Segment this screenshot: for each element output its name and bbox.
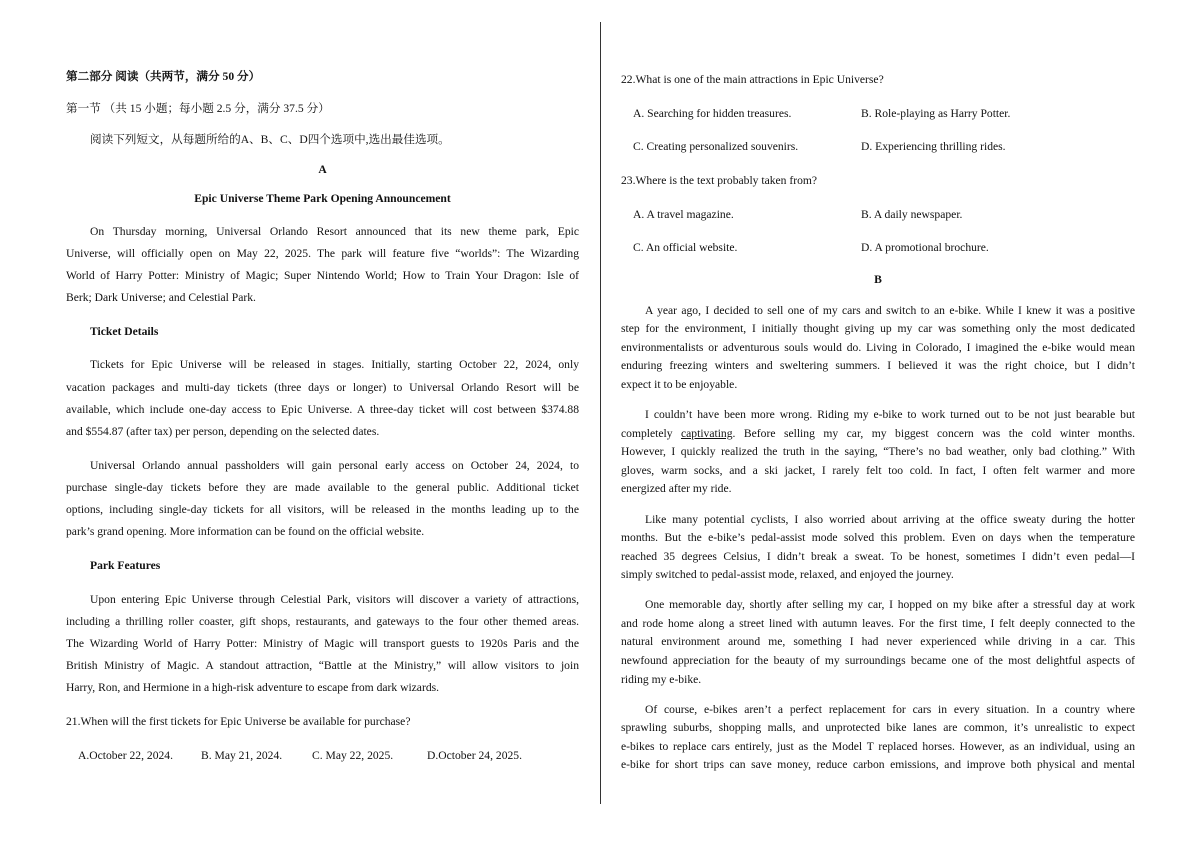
text-line: Harry, Ron, and Hermione in a high-risk adventure to escape from dark wizards. xyxy=(66,681,440,694)
text-line: Of course, e-bikes aren’t a perfect replacement for cars in every situation. In a country where xyxy=(645,703,1135,716)
instruction: 阅读下列短文，从每题所给的A、B、C、D四个选项中,选出最佳选项。 xyxy=(90,133,450,146)
text-line: Universe, will officially open on May 22, 2025. The park will feature five “worlds”: The Wizarding xyxy=(66,247,579,260)
text-line: Berk; Dark Universe; and Celestial Park. xyxy=(66,291,256,304)
text-line: newfound appreciation for the beauty of my surroundings became one of the most delightful aspects of xyxy=(621,654,1135,667)
part-title: 第二部分 阅读（共两节，满分 50 分） xyxy=(66,70,261,83)
text-line: A year ago, I decided to sell one of my cars and switch to an e-bike. While I knew it was a positive xyxy=(645,304,1135,317)
text-line: environmentalists or adventurous souls would do. Living in Colorado, I imagined the e-bike would mean xyxy=(621,341,1135,354)
option-b[interactable]: B. May 21, 2024. xyxy=(201,749,283,762)
option-d[interactable]: D. A promotional brochure. xyxy=(861,241,989,254)
text-line: including a thrilling roller coaster, gift shops, restaurants, and gateways to the four other themed areas. xyxy=(66,615,579,628)
text-line-with-underline xyxy=(621,427,1135,441)
text-line: e-bike for short trips can save money, reduce carbon emissions, and improve both physical and mental xyxy=(621,758,1135,771)
passage-label-b: B xyxy=(874,273,882,286)
text-line: energized after my ride. xyxy=(621,482,732,495)
text-line: step for the environment, I initially thought giving up my car was something only the most dedicated xyxy=(621,322,1135,335)
option-d[interactable]: D.October 24, 2025. xyxy=(427,749,522,762)
text-fragment: . Before selling my car, my biggest concern was the cold winter months. xyxy=(732,427,1135,440)
text-line: World of Harry Potter: Ministry of Magic; Super Nintendo World; How to Train Your Dragon: Isle of xyxy=(66,269,579,282)
text-line: expect it to be enjoyable. xyxy=(621,378,738,391)
column-divider xyxy=(600,22,601,804)
text-line: park’s grand opening. More information can be found on the official website. xyxy=(66,525,425,538)
heading-ticket-details: Ticket Details xyxy=(90,325,159,338)
text-line: However, I quickly realized the truth in the saying, “There’s no bad weather, only bad clothing.” With xyxy=(621,445,1135,458)
text-line: available, which include one-day access to Epic Universe. A three-day ticket will cost between $374.88 xyxy=(66,403,579,416)
option-c[interactable]: C. Creating personalized souvenirs. xyxy=(633,140,799,153)
text-line: simply switched to pedal-assist mode, relaxed, and enjoyed the journey. xyxy=(621,568,954,581)
text-line: The Wizarding World of Harry Potter: Ministry of Magic will transport guests to 1920s Paris and the xyxy=(66,637,579,650)
option-b[interactable]: B. Role-playing as Harry Potter. xyxy=(861,107,1011,120)
option-a[interactable]: A.October 22, 2024. xyxy=(78,749,173,762)
passage-label-a: A xyxy=(318,163,327,176)
text-line: gloves, warm socks, and a ski jacket, I rarely felt too cold. In fact, I often felt warmer and more xyxy=(621,464,1135,477)
heading-park-features: Park Features xyxy=(90,559,161,572)
option-a[interactable]: A. Searching for hidden treasures. xyxy=(633,107,792,120)
text-line: Universal Orlando annual passholders will gain personal early access on October 24, 2024, to xyxy=(90,459,579,472)
section-title: 第一节 （共 15 小题；每小题 2.5 分，满分 37.5 分） xyxy=(66,102,330,115)
text-line: vacation packages and multi-day tickets (three days or longer) to Universal Orlando Resort will be xyxy=(66,381,579,394)
text-line: e-bikes to replace cars entirely, just as the Model T replaced horses. However, as an individual, using an xyxy=(621,740,1135,753)
text-line: and rode home along a street lined with autumn leaves. For the first time, I felt deeply connected to the xyxy=(621,617,1135,630)
text-line: One memorable day, shortly after selling my car, I hopped on my bike after a stressful day at work xyxy=(645,598,1135,611)
option-c[interactable]: C. An official website. xyxy=(633,241,738,254)
text-line: reached 35 degrees Celsius, I didn’t break a sweat. To be honest, sometimes I didn’t even pedal—I xyxy=(621,550,1135,563)
text-line: months. But the e-bike’s pedal-assist mode solved this problem. Even on days when the temperature xyxy=(621,531,1135,544)
underlined-word: captivating xyxy=(681,427,733,440)
question-21: 21.When will the first tickets for Epic Universe be available for purchase? xyxy=(66,715,411,728)
text-line: Upon entering Epic Universe through Celestial Park, visitors will discover a variety of attractions, xyxy=(90,593,579,606)
text-line: On Thursday morning, Universal Orlando Resort announced that its new theme park, Epic xyxy=(90,225,579,238)
text-line: British Ministry of Magic. A standout attraction, “Battle at the Ministry,” will allow visitors to join xyxy=(66,659,579,672)
question-22: 22.What is one of the main attractions in Epic Universe? xyxy=(621,73,884,86)
text-fragment: completely xyxy=(621,427,682,440)
passage-title: Epic Universe Theme Park Opening Announcement xyxy=(194,192,451,205)
option-a[interactable]: A. A travel magazine. xyxy=(633,208,734,221)
option-c[interactable]: C. May 22, 2025. xyxy=(312,749,394,762)
text-line: enduring freezing winters and sweltering summers. I believed it was the right choice, but I didn’t xyxy=(621,359,1135,372)
text-line: natural environment around me, something I had never experienced while driving in a car. This xyxy=(621,635,1135,648)
text-line: sprawling suburbs, shopping malls, and unprotected bike lanes are common, it’s unrealistic to expect xyxy=(621,721,1135,734)
text-line: Like many potential cyclists, I also worried about arriving at the office sweaty during the hotter xyxy=(645,513,1135,526)
text-line: options, including single-day tickets for all visitors, will be released in the months leading up to the xyxy=(66,503,579,516)
text-line: Tickets for Epic Universe will be released in stages. Initially, starting October 22, 2024, only xyxy=(90,358,579,371)
text-line: purchase single-day tickets before they are made available to the general public. Additional ticket xyxy=(66,481,579,494)
question-23: 23.Where is the text probably taken from? xyxy=(621,174,818,187)
option-b[interactable]: B. A daily newspaper. xyxy=(861,208,963,221)
text-line: I couldn’t have been more wrong. Riding my e-bike to work turned out to be not just bearable but xyxy=(645,408,1135,421)
text-line: and $554.87 (after tax) per person, depending on the selected dates. xyxy=(66,425,380,438)
option-d[interactable]: D. Experiencing thrilling rides. xyxy=(861,140,1006,153)
text-line: riding my e-bike. xyxy=(621,673,702,686)
